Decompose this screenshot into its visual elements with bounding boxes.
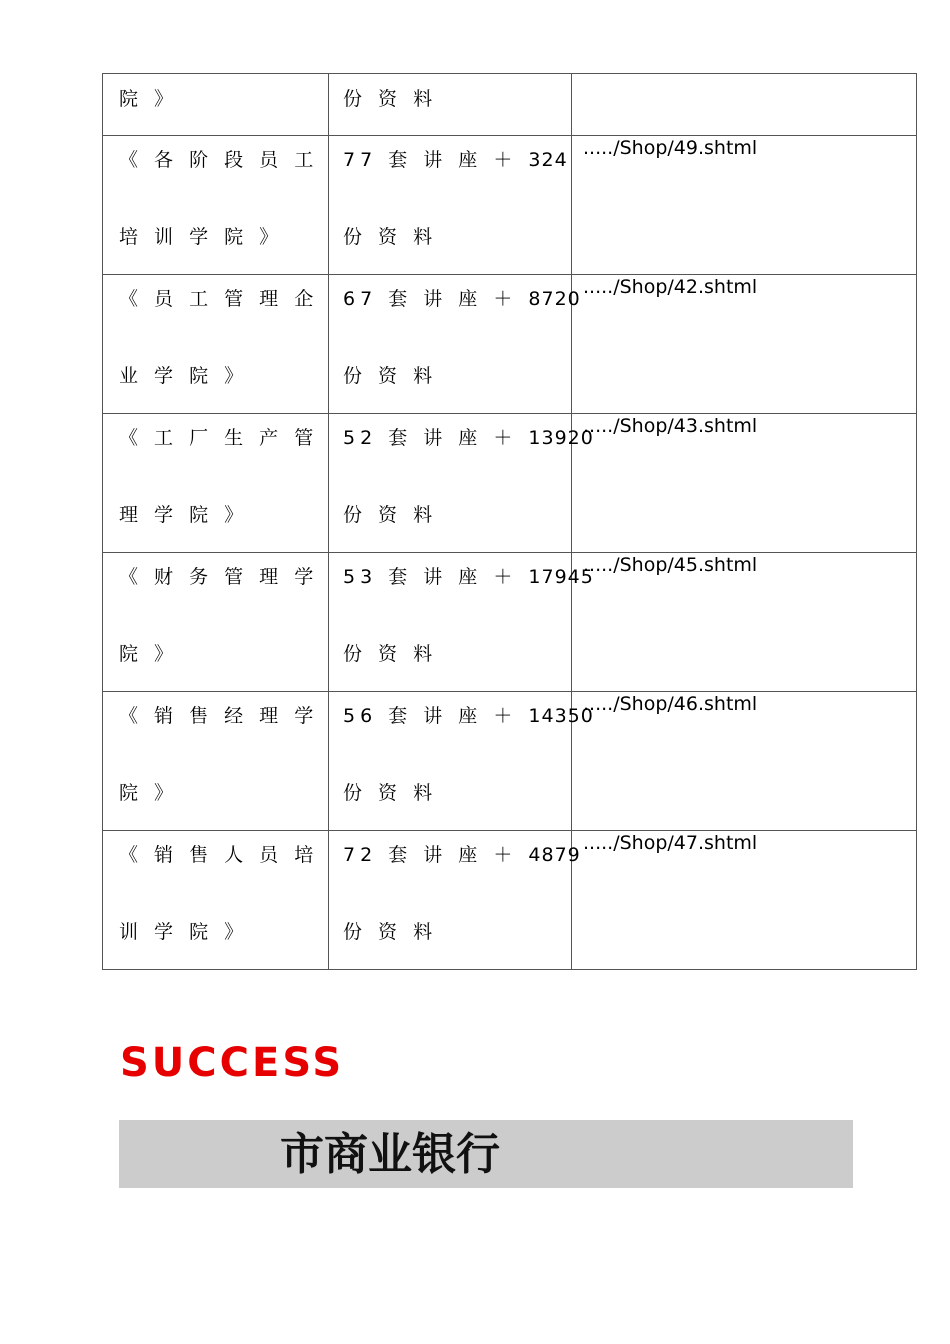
course-count-number: 17945 bbox=[528, 566, 594, 588]
course-count-prefix: 53 套 讲 座 ＋ bbox=[343, 566, 518, 588]
course-name-line2: 院 》 bbox=[119, 643, 179, 665]
course-count-line1 bbox=[329, 275, 581, 312]
course-count-line2: 份 资 料 bbox=[343, 921, 438, 943]
table-row bbox=[103, 692, 917, 831]
course-link-cell bbox=[572, 275, 917, 414]
course-count-prefix: 72 套 讲 座 ＋ bbox=[343, 844, 518, 866]
course-count-cell bbox=[329, 275, 581, 414]
course-name-line1: 《 销 售 人 员 培 bbox=[119, 844, 319, 866]
table-row bbox=[103, 414, 917, 553]
table-row bbox=[103, 74, 917, 136]
course-count-number: 4879 bbox=[528, 844, 581, 866]
course-count-cell bbox=[329, 136, 572, 275]
course-count-line1 bbox=[329, 414, 594, 451]
course-name-line1: 《 财 务 管 理 学 bbox=[119, 566, 319, 588]
course-count-line2: 份 资 料 bbox=[343, 226, 438, 248]
course-count-number: 324 bbox=[528, 149, 568, 171]
course-name-cell bbox=[103, 275, 329, 414]
course-name-cell bbox=[103, 414, 329, 553]
course-link[interactable]: ...../Shop/47.shtml bbox=[583, 832, 758, 854]
course-count-number: 8720 bbox=[528, 288, 581, 310]
course-link-cell bbox=[572, 831, 917, 970]
course-link-cell bbox=[572, 414, 917, 553]
course-name-cell bbox=[103, 831, 329, 970]
course-count-line2: 份 资 料 bbox=[343, 504, 438, 526]
course-link-cell bbox=[572, 136, 917, 275]
course-count-cell bbox=[329, 74, 572, 136]
course-count-prefix: 52 套 讲 座 ＋ bbox=[343, 427, 518, 449]
course-count-line2: 份 资 料 bbox=[343, 782, 438, 804]
course-count-prefix: 67 套 讲 座 ＋ bbox=[343, 288, 518, 310]
course-link[interactable]: ...../Shop/42.shtml bbox=[583, 276, 758, 298]
course-name-line1: 《 各 阶 段 员 工 bbox=[119, 149, 319, 171]
course-count-line1 bbox=[329, 553, 594, 590]
course-name-cell bbox=[103, 553, 329, 692]
course-count-line2: 份 资 料 bbox=[343, 643, 438, 665]
course-count-cell bbox=[329, 553, 594, 692]
course-name-line1: 《 员 工 管 理 企 bbox=[119, 288, 319, 310]
table-row bbox=[103, 553, 917, 692]
course-name-cell bbox=[103, 136, 329, 275]
course-link-cell bbox=[572, 553, 917, 692]
course-link[interactable]: ...../Shop/49.shtml bbox=[583, 137, 758, 159]
course-name-cell bbox=[103, 74, 329, 136]
course-name-line2: 院 》 bbox=[119, 782, 179, 804]
course-count-line2: 份 资 料 bbox=[343, 365, 438, 387]
course-count-cell bbox=[329, 831, 581, 970]
course-link[interactable]: ...../Shop/43.shtml bbox=[583, 415, 758, 437]
table-row bbox=[103, 136, 917, 275]
table-row bbox=[103, 831, 917, 970]
course-count-prefix: 77 套 讲 座 ＋ bbox=[343, 149, 518, 171]
course-link[interactable]: ...../Shop/45.shtml bbox=[583, 554, 758, 576]
course-link-cell bbox=[572, 692, 917, 831]
course-count-line1 bbox=[329, 831, 581, 868]
bank-title: 市商业银行 bbox=[280, 1129, 500, 1180]
course-count-cell bbox=[329, 692, 594, 831]
course-link-cell bbox=[572, 74, 917, 136]
course-count-cell bbox=[329, 414, 594, 553]
course-name-line1: 《 工 厂 生 产 管 bbox=[119, 427, 319, 449]
course-name-line1: 《 销 售 经 理 学 bbox=[119, 705, 319, 727]
course-count-number: 14350 bbox=[528, 705, 594, 727]
course-name-line2: 培 训 学 院 》 bbox=[119, 226, 284, 248]
success-heading: SUCCESS bbox=[120, 1040, 345, 1086]
table-row bbox=[103, 275, 917, 414]
course-name-line2: 训 学 院 》 bbox=[119, 921, 249, 943]
course-count: 份 资 料 bbox=[343, 88, 438, 110]
course-count-line1 bbox=[329, 136, 571, 173]
course-name: 院 》 bbox=[119, 88, 179, 110]
course-name-line2: 理 学 院 》 bbox=[119, 504, 249, 526]
course-count-prefix: 56 套 讲 座 ＋ bbox=[343, 705, 518, 727]
course-catalog-table bbox=[102, 73, 917, 970]
course-count-number: 13920 bbox=[528, 427, 594, 449]
course-link[interactable]: ...../Shop/46.shtml bbox=[583, 693, 758, 715]
course-name-line2: 业 学 院 》 bbox=[119, 365, 249, 387]
course-count-line1 bbox=[329, 692, 594, 729]
bank-title-bar bbox=[119, 1120, 853, 1188]
course-name-cell bbox=[103, 692, 329, 831]
